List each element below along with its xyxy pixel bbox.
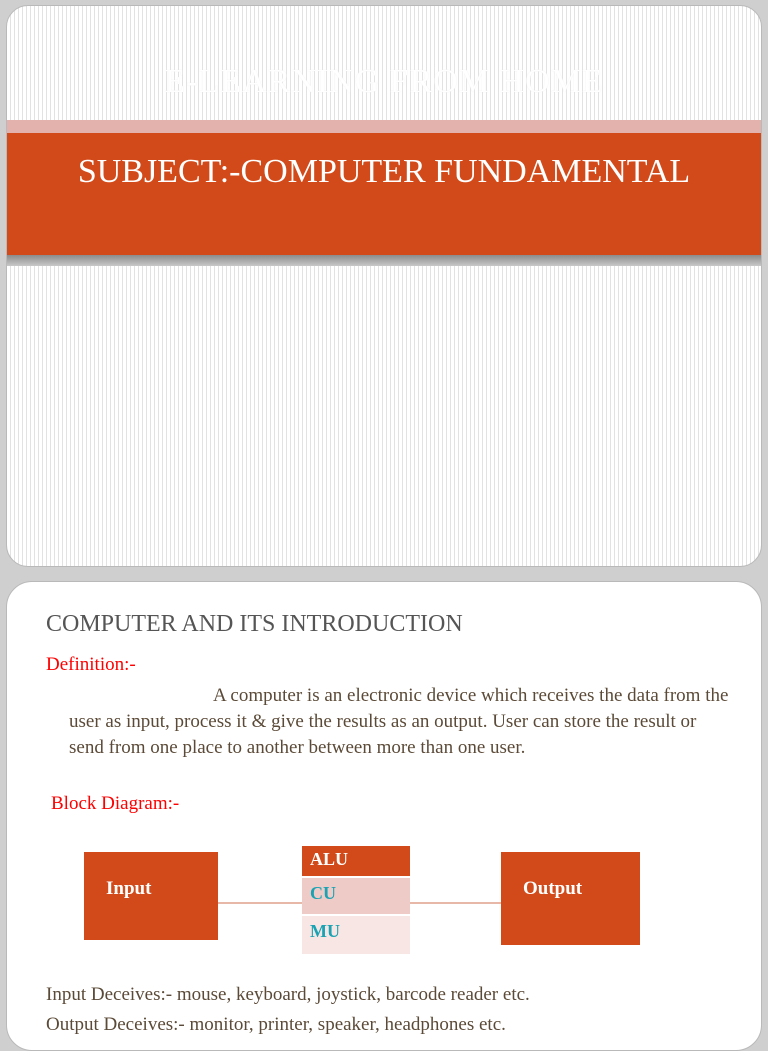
title-band [7, 133, 761, 255]
content-slide [6, 581, 762, 1051]
alu-cell: ALU [302, 846, 410, 878]
slide-heading: COMPUTER AND ITS INTRODUCTION [46, 611, 463, 637]
title-band-shadow [7, 255, 761, 266]
definition-text: A computer is an electronic device which receives the data from the user as input, process it & give the results as an output. User can store the result or send from one place to another between more than one user. [69, 685, 729, 758]
input-connector-line [218, 902, 302, 904]
subject-title: SUBJECT:-COMPUTER FUNDAMENTAL [77, 153, 691, 190]
title-slide [6, 5, 762, 567]
cu-cell: CU [302, 878, 410, 916]
input-block-label: Input [106, 878, 152, 899]
block-diagram-label: Block Diagram:- [51, 793, 180, 814]
input-block [84, 852, 218, 940]
title-accent-line [7, 120, 761, 133]
mu-cell: MU [302, 916, 410, 954]
definition-label: Definition:- [46, 654, 136, 675]
input-devices-text: Input Deceives:- mouse, keyboard, joystick, barcode reader etc. [46, 984, 530, 1005]
slide-ghost-title: E-LEARNING FROM HOME [164, 63, 604, 100]
cpu-block [302, 846, 410, 954]
output-block-label: Output [523, 878, 583, 899]
output-connector-line [410, 902, 501, 904]
output-block [501, 852, 640, 945]
output-devices-text: Output Deceives:- monitor, printer, speaker, headphones etc. [46, 1014, 506, 1035]
